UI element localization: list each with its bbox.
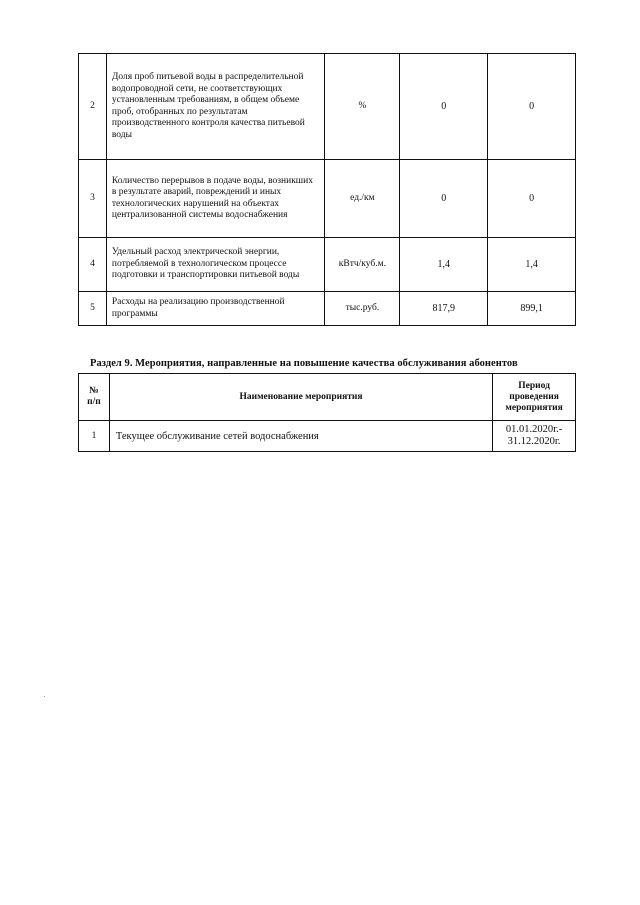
value-cell: 0	[400, 160, 488, 238]
section-title: Раздел 9. Мероприятия, направленные на повышение качества обслуживания абонентов	[90, 358, 518, 369]
unit-cell: кВтч/куб.м.	[325, 238, 400, 292]
num-header-line: п/п	[87, 397, 101, 407]
unit-cell: ед./км	[325, 160, 400, 238]
table-row	[79, 160, 576, 238]
row-number: 3	[79, 160, 107, 238]
indicators-table	[78, 53, 576, 326]
num-header-line: №	[89, 386, 99, 396]
indicator-name: Расходы на реализацию производственной программы	[106, 292, 325, 326]
name-header: Наименование мероприятия	[109, 374, 492, 421]
unit-cell: %	[325, 54, 400, 160]
row-number: 5	[79, 292, 107, 326]
period-cell	[493, 421, 576, 452]
row-number: 2	[79, 54, 107, 160]
scan-speck	[44, 696, 45, 697]
indicator-name: Количество перерывов в подаче воды, возникших в результате аварий, повреждений и иных технологических нарушений на объектах централизованной системы водоснабжения	[106, 160, 325, 238]
period-header-line: Период	[518, 380, 550, 391]
period-header-line: проведения	[509, 391, 559, 402]
table-row	[79, 238, 576, 292]
measures-table	[78, 373, 576, 452]
row-number: 4	[79, 238, 107, 292]
table-row	[79, 54, 576, 160]
table-header-row	[79, 374, 576, 421]
measure-name: Текущее обслуживание сетей водоснабжения	[109, 421, 492, 452]
value-cell: 0	[400, 54, 488, 160]
table-row	[79, 292, 576, 326]
period-header	[493, 374, 576, 421]
value-cell: 1,4	[400, 238, 488, 292]
value-cell: 899,1	[488, 292, 576, 326]
row-number: 1	[79, 421, 110, 452]
value-cell: 0	[488, 54, 576, 160]
table-row	[79, 421, 576, 452]
indicator-name: Удельный расход электрической энергии, потребляемой в технологическом процессе подготовки и транспортировки питьевой воды	[106, 238, 325, 292]
period-end: 31.12.2020г.	[507, 436, 561, 447]
value-cell: 817,9	[400, 292, 488, 326]
value-cell: 1,4	[488, 238, 576, 292]
unit-cell: тыс.руб.	[325, 292, 400, 326]
indicator-name: Доля проб питьевой воды в распределительной водопроводной сети, не соответствующих установленным требованиям, в общем объеме проб, отобранных по результатам производственного контроля качества питьевой воды	[106, 54, 325, 160]
value-cell: 0	[488, 160, 576, 238]
period-header-line: мероприятия	[505, 402, 563, 413]
num-header	[79, 374, 110, 421]
period-start: 01.01.2020г.-	[505, 424, 563, 435]
